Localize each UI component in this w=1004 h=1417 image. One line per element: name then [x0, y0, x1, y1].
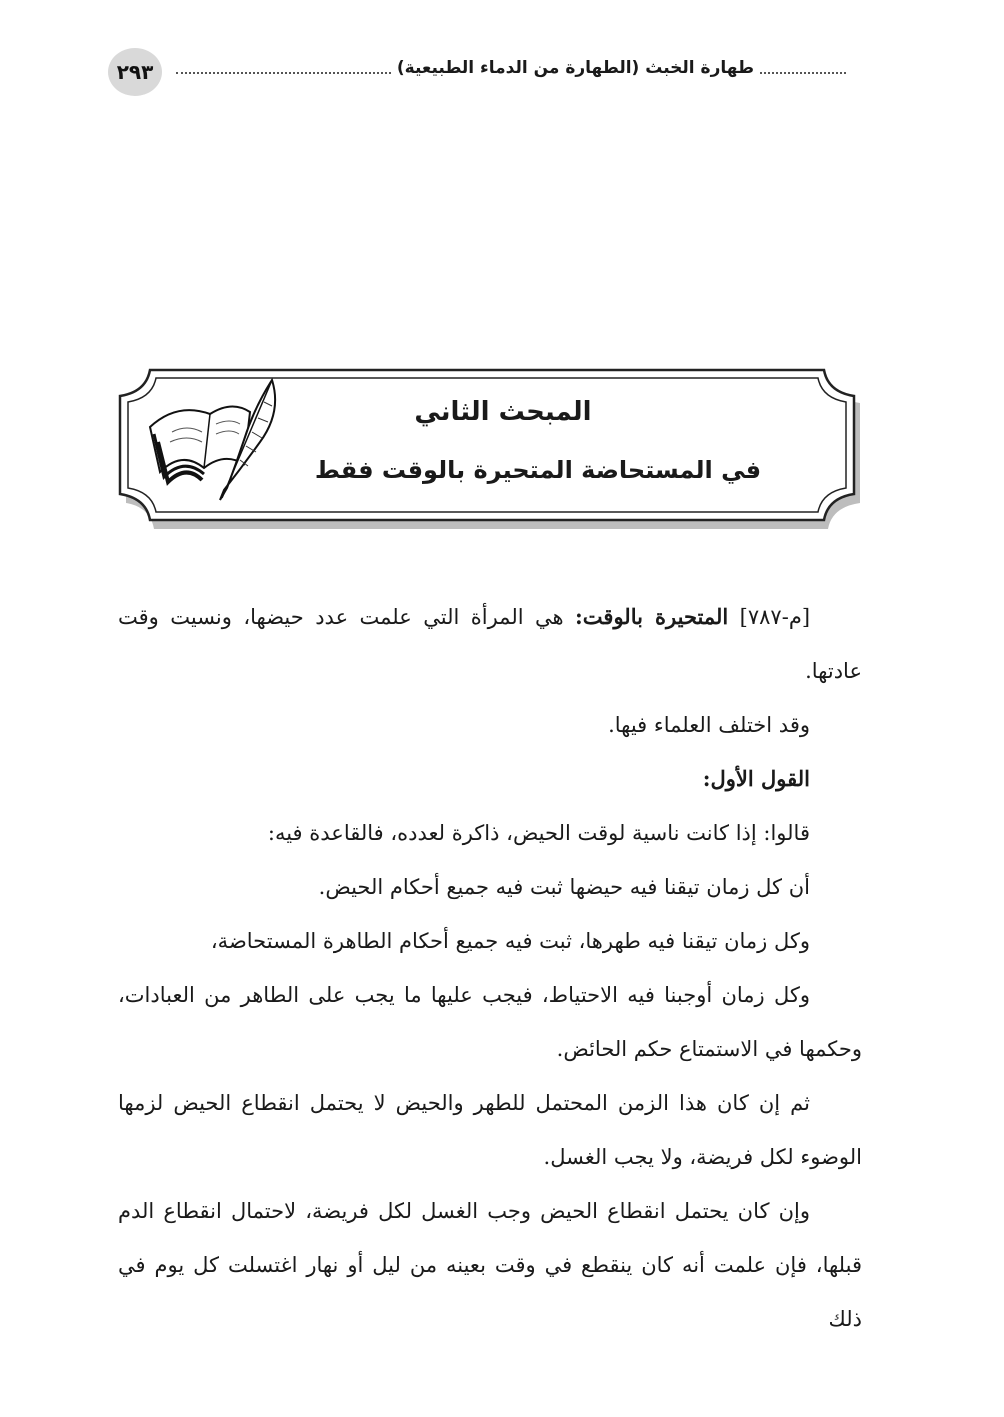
paragraph: وكل زمان أوجبنا فيه الاحتياط، فيجب عليها ما يجب على الطاهر من العبادات، وحكمها في الاستمتاع حكم الحائض. [118, 983, 862, 1061]
leader-dots-right [760, 72, 846, 74]
page-number: ٢٩٣ [108, 48, 162, 96]
leader-dots-left [176, 72, 391, 74]
paragraph-definition [118, 590, 862, 698]
paragraph: وكل زمان تيقنا فيه طهرها، ثبت فيه جميع أحكام الطاهرة المستحاضة، [210, 929, 810, 953]
paragraph: ثم إن كان هذا الزمن المحتمل للطهر والحيض لا يحتمل انقطاع الحيض لزمها الوضوء لكل فريضة، ولا يجب الغسل. [118, 1091, 862, 1169]
definition-text: هي المرأة التي علمت عدد حيضها، ونسيت وقت عادتها. [118, 605, 862, 683]
defined-term: المتحيرة بالوقت: [575, 604, 729, 629]
paragraph: وقد اختلف العلماء فيها. [608, 713, 810, 737]
section-text [286, 384, 830, 500]
running-title-row [176, 58, 846, 78]
section-title-box [116, 364, 860, 530]
issue-reference: [م-٧٨٧] [739, 605, 811, 629]
paragraph: قالوا: إذا كانت ناسية لوقت الحيض، ذاكرة لعدده، فالقاعدة فيه: [267, 821, 810, 845]
running-header [108, 48, 846, 98]
body-text [118, 590, 862, 1346]
paragraph: أن كل زمان تيقنا فيه حيضها ثبت فيه جميع أحكام الحيض. [318, 875, 810, 899]
paragraph: وإن كان يحتمل انقطاع الحيض وجب الغسل لكل فريضة، لاحتمال انقطاع الدم قبلها، فإن علمت أنه كان ينقطع في وقت بعينه من ليل أو نهار اغتسلت كل يوم في ذلك [118, 1199, 862, 1331]
section-heading: المبحث الثاني [414, 397, 592, 427]
subheading-first-opinion: القول الأول: [702, 766, 810, 791]
running-title: طهارة الخبث (الطهارة من الدماء الطبيعية) [396, 58, 754, 78]
book-and-quill-icon [132, 372, 282, 507]
section-subheading: في المستحاضة المتحيرة بالوقت فقط [314, 456, 762, 484]
